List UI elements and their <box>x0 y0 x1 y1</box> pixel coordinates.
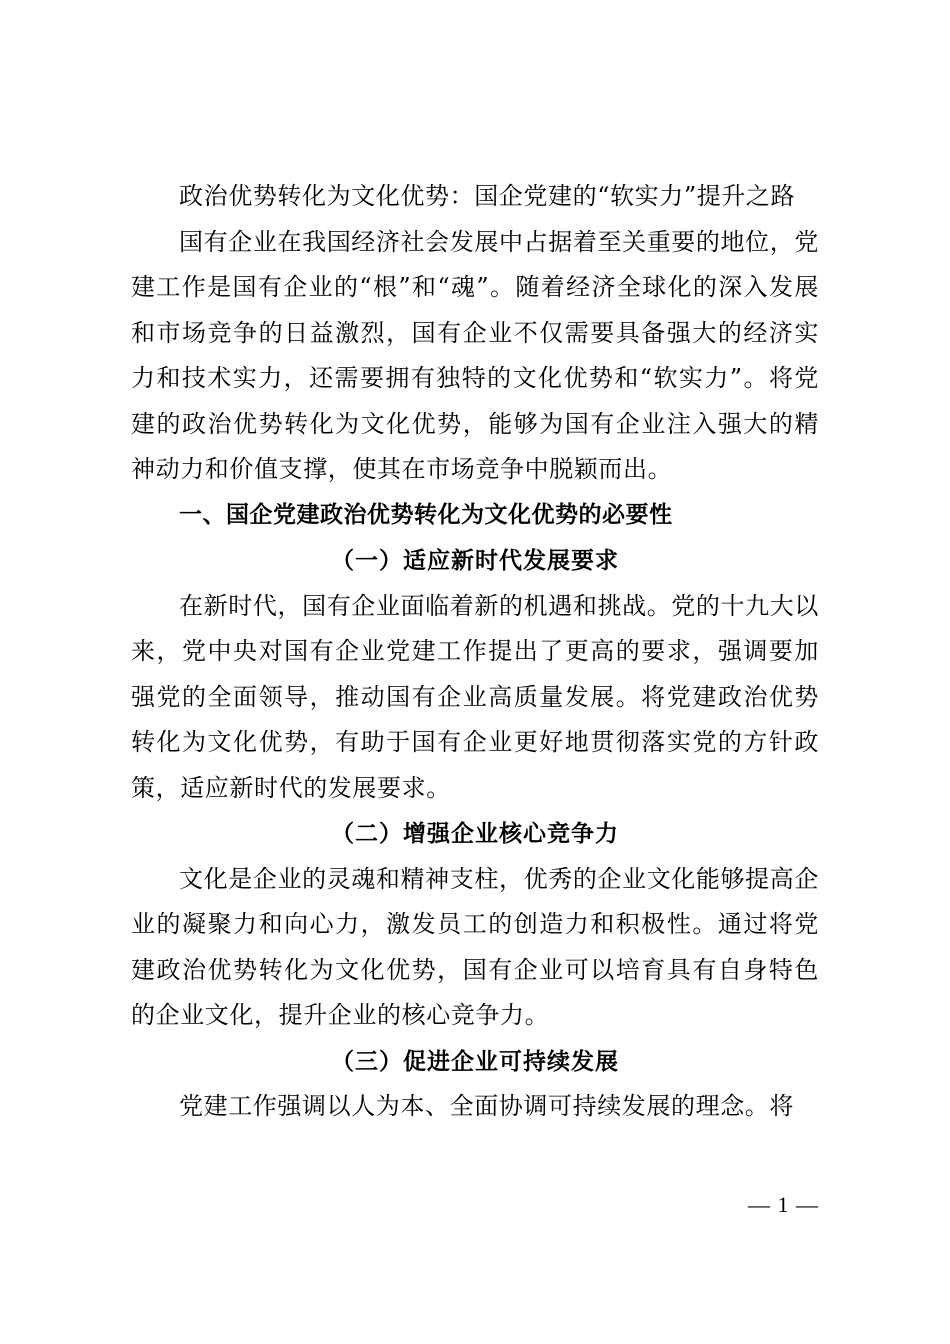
subsection-heading-3: （三）促进企业可持续发展 <box>331 1047 619 1075</box>
subsection-paragraph-3: 党建工作强调以人为本、全面协调可持续发展的理念。将 <box>179 1092 794 1120</box>
document-title: 政治优势转化为文化优势：国企党建的“软实力”提升之路 <box>179 182 796 210</box>
page-number: — 1 — <box>748 1192 819 1217</box>
subsection-paragraph-2: 文化是企业的灵魂和精神支柱，优秀的企业文化能够提高企业的凝聚力和向心力，激发员工的创造力和积极性。通过将党建政治优势转化为文化优势，国有企业可以培育具有自身特色的企业文化，提升企业的核心竞争力。 <box>131 864 819 1029</box>
document-body <box>131 174 819 1130</box>
intro-paragraph: 国有企业在我国经济社会发展中占据着至关重要的地位，党建工作是国有企业的“根”和“魂”。随着经济全球化的深入发展和市场竞争的日益激烈，国有企业不仅需要具备强大的经济实力和技术实力，还需要拥有独特的文化优势和“软实力”。将党建的政治优势转化为文化优势，能够为国有企业注入强大的精神动力和价值支撑，使其在市场竞争中脱颖而出。 <box>131 227 819 483</box>
subsection-paragraph-1: 在新时代，国有企业面临着新的机遇和挑战。党的十九大以来，党中央对国有企业党建工作提出了更高的要求，强调要加强党的全面领导，推动国有企业高质量发展。将党建政治优势转化为文化优势，有助于国有企业更好地贯彻落实党的方针政策，适应新时代的发展要求。 <box>131 591 819 802</box>
subsection-heading-2: （二）增强企业核心竞争力 <box>331 820 619 847</box>
subsection-heading-1: （一）适应新时代发展要求 <box>331 547 619 574</box>
section-heading-1: 一、国企党建政治优势转化为文化优势的必要性 <box>179 501 673 528</box>
